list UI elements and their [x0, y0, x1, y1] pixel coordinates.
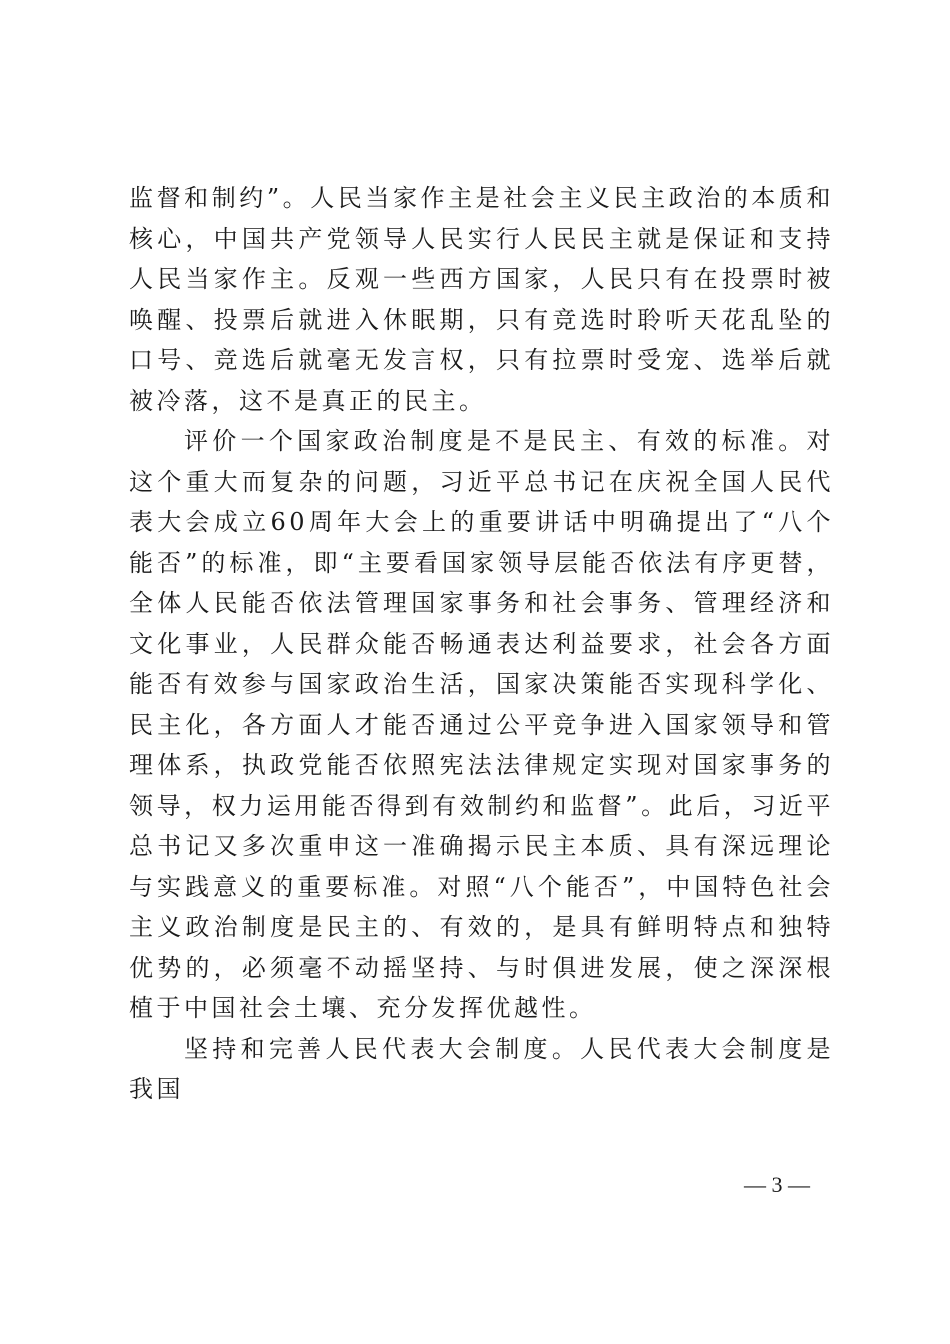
page-number: — 3 — [744, 1172, 810, 1197]
body-text [129, 178, 834, 1110]
paragraph-continued: 监督和制约”。人民当家作主是社会主义民主政治的本质和核心，中国共产党领导人民实行人民民主就是保证和支持人民当家作主。反观一些西方国家，人民只有在投票时被唤醒、投票后就进入休眠期，只有竞选时聆听天花乱坠的口号、竞选后就毫无发言权，只有拉票时受宠、选举后就被冷落，这不是真正的民主。 [129, 184, 834, 415]
paragraph-peoples-congress: 坚持和完善人民代表大会制度。人民代表大会制度是我国 [129, 1034, 834, 1103]
paragraph-evaluation-standard: 评价一个国家政治制度是不是民主、有效的标准。对这个重大而复杂的问题，习近平总书记在庆祝全国人民代表大会成立60周年大会上的重要讲话中明确提出了“八个能否”的标准，即“主要看国家领导层能否依法有序更替，全体人民能否依法管理国家事务和社会事务、管理经济和文化事业，人民群众能否畅通表达利益要求，社会各方面能否有效参与国家政治生活，国家决策能否实现科学化、民主化，各方面人才能否通过公平竞争进入国家领导和管理体系，执政党能否依照宪法法律规定实现对国家事务的领导，权力运用能否得到有效制约和监督”。此后，习近平总书记又多次重申这一准确揭示民主本质、具有深远理论与实践意义的重要标准。对照“八个能否”，中国特色社会主义政治制度是民主的、有效的，是具有鲜明特点和独特优势的，必须毫不动摇坚持、与时俱进发展，使之深深根植于中国社会土壤、充分发挥优越性。 [129, 427, 834, 1022]
